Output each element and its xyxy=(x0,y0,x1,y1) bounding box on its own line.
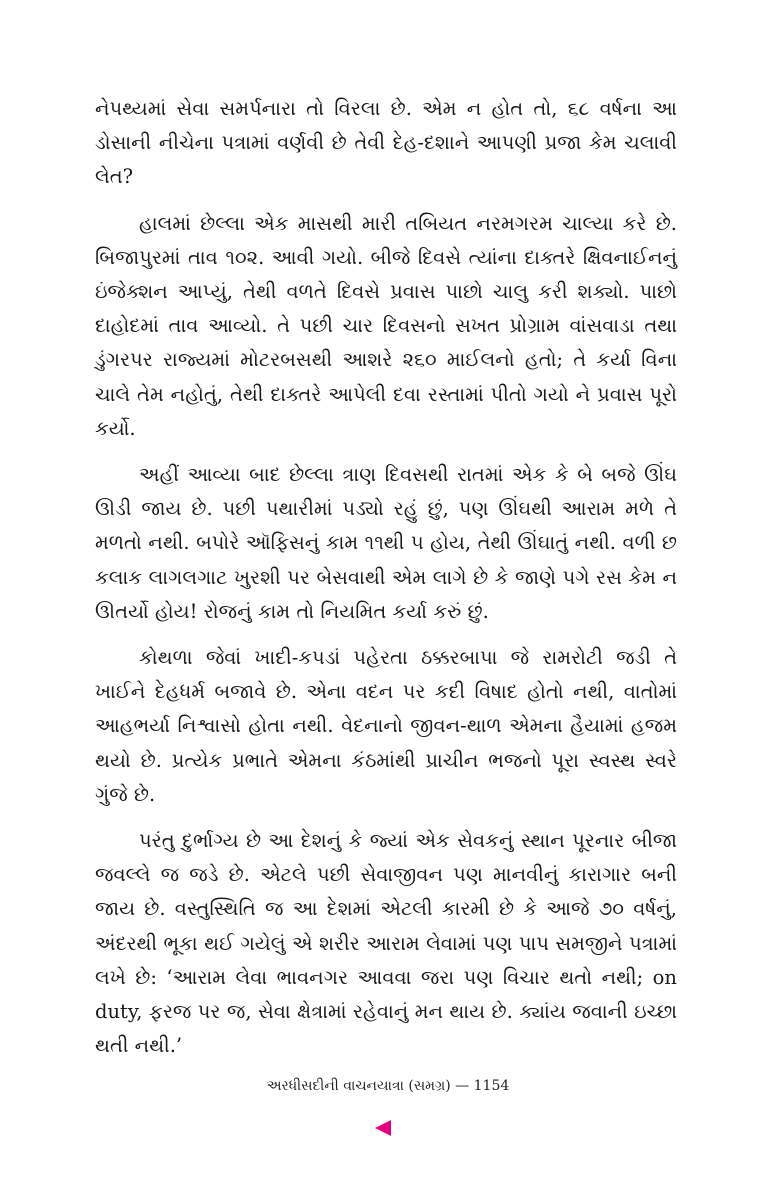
paragraph-3: અહીં આવ્યા બાદ છેલ્લા ત્રાણ દિવસથી રાતમાં એક કે બે બજે ઊંઘ ઊડી જાય છે. પછી પથારીમાં પડ્યો રહું છું, પણ ઊંઘથી આરામ મળે તે મળતો નથી. બપોરે ઑફિસનું કામ ૧૧થી ૫ હોય, તેથી ઊંઘાતું નથી. વળી છ કલાક લાગલગાટ ખુરશી પર બેસવાથી એમ લાગે છે કે જાણે પગે રસ કેમ ન ઊતર્યો હોય! રોજનું કામ તો નિયમિત કર્યા કરું છું. xyxy=(95,463,677,623)
paragraph-1: નેપથ્યમાં સેવા સમર્પનારા તો વિરલા છે. એમ ન હોત તો, ૬૮ વર્ષના આ ડોસાની નીચેના પત્રામાં વર્ણવી છે તેવી દેહ-દશાને આપણી પ્રજા કેમ ચલાવી લેત? xyxy=(95,97,677,189)
previous-page-icon[interactable] xyxy=(375,1120,391,1136)
paragraph-4: કોથળા જેવાં ખાદી-કપડાં પહેરતા ઠક્કરબાપા જે રામરોટી જડી તે ખાઈને દેહધર્મ બજાવે છે. એના વદન પર કદી વિષાદ હોતો નથી, વાતોમાં આહભર્યા નિશ્વાસો હોતા નથી. વેદનાનો જીવન-થાળ એમના હૈયામાં હજમ થયો છે. પ્રત્યેક પ્રભાતે એમના કંઠમાંથી પ્રાચીન ભજનો પૂરા સ્વસ્થ સ્વરે ગુંજે છે. xyxy=(95,646,677,806)
page-body xyxy=(95,92,677,1075)
page-footer: અરધીસદીની વાચનયાત્રા (સમગ્ર) — 1154 xyxy=(266,1078,510,1094)
paragraph-2: હાલમાં છેલ્લા એક માસથી મારી તબિયત નરમગરમ ચાલ્યા કરે છે. બિજાપુરમાં તાવ ૧૦૨. આવી ગયો. બીજે દિવસે ત્યાંના દાક્તરે ક્ષિવનાઈનનું ઇંજેક્શન આપ્યું, તેથી વળતે દિવસે પ્રવાસ પાછો ચાલુ કરી શક્યો. પાછો દાહોદમાં તાવ આવ્યો. તે પછી ચાર દિવસનો સખત પ્રોગ્રામ વાંસવાડા તથા ડુંગરપર રાજ્યમાં મોટરબસથી આશરે ૨૬૦ માઈલનો હતો; તે કર્યા વિના ચાલે તેમ નહોતું, તેથી દાક્તરે આપેલી દવા રસ્તામાં પીતો ગયો ને પ્રવાસ પૂરો કર્યો. xyxy=(95,211,677,440)
paragraph-5: પરંતુ દુર્ભાગ્ય છે આ દેશનું કે જ્યાં એક સેવકનું સ્થાન પૂરનાર બીજા જવલ્લે જ જડે છે. એટલે પછી સેવાજીવન પણ માનવીનું કારાગાર બની જાય છે. વસ્તુસ્થિતિ જ આ દેશમાં એટલી કારમી છે કે આજે ૭૦ વર્ષનું, અંદરથી ભૂકા થઈ ગયેલું એ શરીર આરામ લેવામાં પણ પાપ સમજીને પત્રામાં લખે છે: ‘આરામ લેવા ભાવનગર આવવા જરા પણ વિચાર થતો નથી; on duty, ફરજ પર જ, સેવા ક્ષેત્રામાં રહેવાનું મન થાય છે. ક્યાંય જવાની ઇચ્છા થતી નથી.’ xyxy=(95,829,677,1058)
